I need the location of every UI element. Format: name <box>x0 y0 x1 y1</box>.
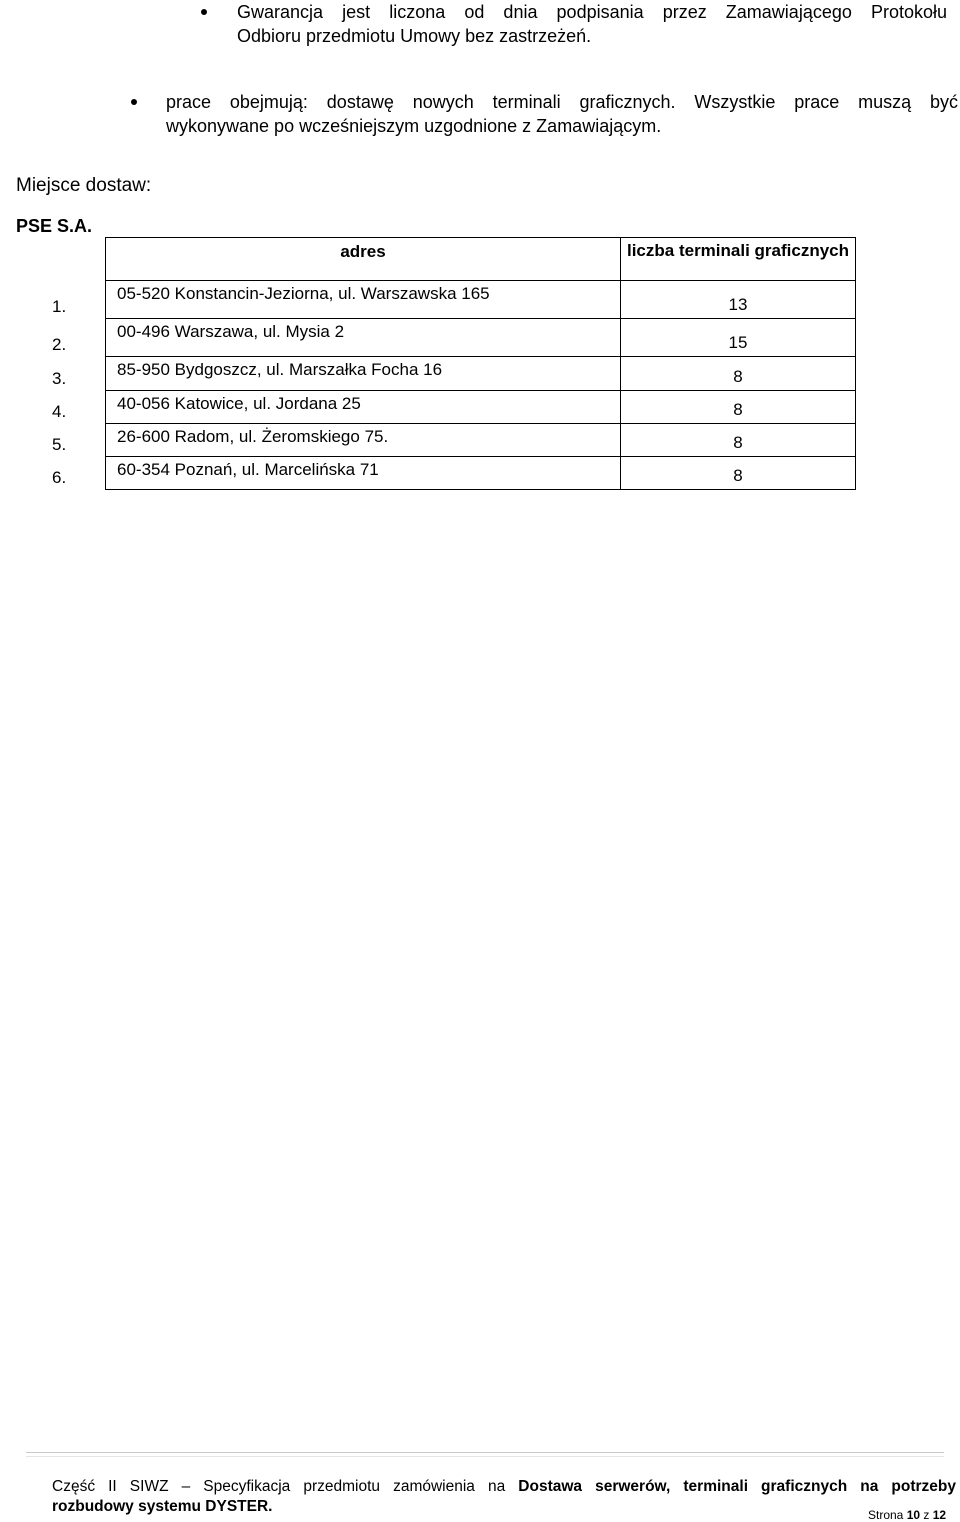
row-address: 05-520 Konstancin-Jeziorna, ul. Warszawska 165 <box>106 281 621 319</box>
table-header-address: adres <box>106 238 621 281</box>
row-count: 8 <box>621 457 856 490</box>
company-name: PSE S.A. <box>16 216 93 236</box>
bullet-text-line: wykonywane po wcześniejszym uzgodnione z Zamawiającym. <box>166 116 662 136</box>
footer-title-part2: rozbudowy systemu DYSTER. <box>52 1498 273 1515</box>
page-total: 12 <box>932 1508 947 1522</box>
footer-divider-secondary <box>26 1456 944 1457</box>
row-count: 8 <box>621 391 856 424</box>
footer-line-2 <box>52 1497 956 1517</box>
page-number <box>868 1508 946 1522</box>
bullet-text-line: Gwarancja jest liczona od dnia podpisania przez Zamawiającego Protokołu <box>237 2 947 22</box>
row-count: 13 <box>621 281 856 319</box>
row-address: 40-056 Katowice, ul. Jordana 25 <box>106 391 621 424</box>
row-number: 2. <box>5 319 106 357</box>
table-header-count: liczba terminali graficznych <box>621 238 856 281</box>
footer-title-part1: Dostawa serwerów, terminali graficznych na potrzeby <box>518 1478 956 1495</box>
row-address: 85-950 Bydgoszcz, ul. Marszałka Focha 16 <box>106 357 621 391</box>
page-label: Strona <box>868 1508 904 1522</box>
bullet-text-line: prace obejmują: dostawę nowych terminali graficznych. Wszystkie prace muszą być <box>166 92 958 112</box>
bullet-text-line: Odbioru przedmiotu Umowy bez zastrzeżeń. <box>237 26 592 46</box>
table-header-row <box>5 238 856 281</box>
delivery-table <box>5 237 856 490</box>
footer-line-1 <box>52 1477 956 1497</box>
bullet-works <box>166 90 958 138</box>
table-row <box>5 319 856 357</box>
row-address: 60-354 Poznań, ul. Marcelińska 71 <box>106 457 621 490</box>
table-row <box>5 357 856 391</box>
row-number: 6. <box>5 457 106 490</box>
footer-prefix: Część II SIWZ – Specyfikacja przedmiotu zamówienia na <box>52 1478 519 1495</box>
row-number: 5. <box>5 424 106 457</box>
table-row <box>5 281 856 319</box>
delivery-places-heading: Miejsce dostaw: <box>16 175 152 196</box>
bullet-dot-icon <box>201 9 207 15</box>
page-footer <box>52 1477 956 1517</box>
row-address: 00-496 Warszawa, ul. Mysia 2 <box>106 319 621 357</box>
row-number: 1. <box>5 281 106 319</box>
row-count: 8 <box>621 424 856 457</box>
row-count: 15 <box>621 319 856 357</box>
row-number: 4. <box>5 391 106 424</box>
table-header-number <box>5 238 106 281</box>
row-count: 8 <box>621 357 856 391</box>
page-current: 10 <box>906 1508 921 1522</box>
row-address: 26-600 Radom, ul. Żeromskiego 75. <box>106 424 621 457</box>
page-sep: z <box>923 1508 930 1522</box>
row-number: 3. <box>5 357 106 391</box>
footer-divider <box>26 1452 944 1453</box>
table-row <box>5 424 856 457</box>
table-row <box>5 457 856 490</box>
bullet-warranty <box>237 0 947 48</box>
bullet-dot-icon <box>131 99 137 105</box>
table-row <box>5 391 856 424</box>
